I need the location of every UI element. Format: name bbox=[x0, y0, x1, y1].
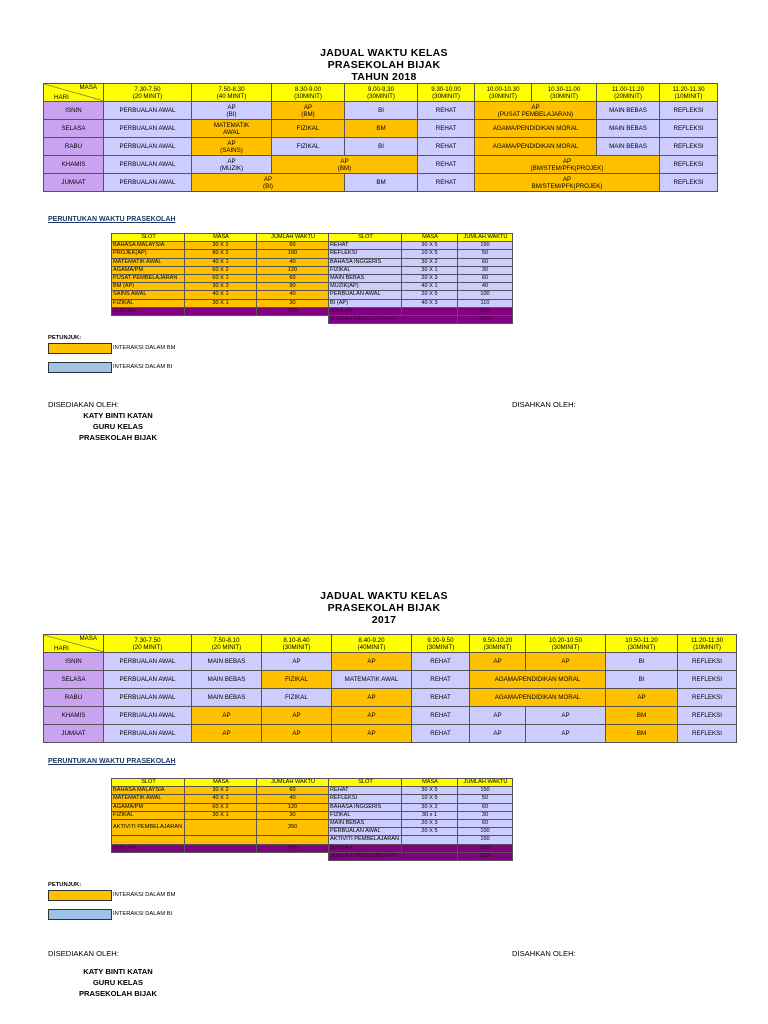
legend-bi-label: INTERAKSI DALAM BI bbox=[113, 364, 173, 370]
doc2-prepared-by: DISEDIAKAN OLEH: bbox=[48, 949, 119, 958]
slot-cell: AGAMA/PENDIDIKAN MORAL bbox=[470, 671, 606, 689]
doc1-legend-title: PETUNJUK: bbox=[48, 335, 82, 341]
slot-cell: BM bbox=[606, 707, 678, 725]
doc1-row-khamis bbox=[44, 156, 718, 174]
slot-cell: BI bbox=[606, 653, 678, 671]
doc2-signatory bbox=[48, 966, 188, 999]
day-label: JUMAAT bbox=[44, 725, 104, 743]
legend-bm-swatch bbox=[48, 343, 112, 354]
slot-cell: REFLEKSI bbox=[678, 689, 737, 707]
signatory-school: PRASEKOLAH BIJAK bbox=[78, 433, 158, 442]
legend-bi-label: INTERAKSI DALAM BI bbox=[113, 911, 173, 917]
slot-cell: AP (BM/STEM/PFK(PROJEK) bbox=[475, 156, 660, 174]
alloc-row: BAHASA MALAYSIA 30 X 2 60 REHAT 30 X 5 150 bbox=[112, 787, 513, 795]
signatory-role: GURU KELAS bbox=[92, 422, 144, 431]
signatory-name: KATY BINTI KATAN bbox=[83, 967, 153, 976]
alloc-row: FIZIKAL 30 X 1 30 BI (AP) 40 X 3 110 bbox=[112, 299, 513, 307]
doc2-alloc-title: PERUNTUKAN WAKTU PRASEKOLAH bbox=[48, 758, 176, 765]
time-header: 11.00-11.20 (20MINIT) bbox=[597, 84, 660, 102]
slot-cell: AP BM/STEM/PFK(PROJEK) bbox=[475, 174, 660, 192]
alloc-row: PUSAT PEMBELAJARAN 60 X 1 60 MAIN BEBAS 20 X 3 60 bbox=[112, 274, 513, 282]
alloc-header: SLOT bbox=[329, 779, 402, 787]
day-label: RABU bbox=[44, 689, 104, 707]
slot-cell: AP bbox=[262, 653, 332, 671]
slot-cell: REHAT bbox=[412, 689, 470, 707]
alloc-row: FIZIKAL 30 X 1 30 FIZIKAL 30 x 1 30 bbox=[112, 811, 513, 819]
alloc-row: MATEMATIK AWAL 40 X 1 40 REFLEKSI 10 X 5 50 bbox=[112, 795, 513, 803]
slot-cell: MAIN BEBAS bbox=[597, 138, 660, 156]
day-label: JUMAAT bbox=[44, 174, 104, 192]
alloc-header: JUMLAH WAKTU bbox=[257, 234, 329, 242]
slot-cell: AP bbox=[470, 653, 526, 671]
time-header: 7.30-7.50 (20 MINIT) bbox=[104, 84, 192, 102]
alloc-total-row: JUMLAH 600 JUMLAH 600 bbox=[112, 844, 513, 852]
slot-cell: REFLEKSI bbox=[660, 174, 718, 192]
slot-cell: REHAT bbox=[418, 120, 475, 138]
slot-cell: REHAT bbox=[418, 138, 475, 156]
alloc-row: PERBUALAN AWAL 20 X 5 100 bbox=[112, 828, 513, 836]
doc1-header-row bbox=[44, 84, 718, 102]
time-header: 10.00-10.30 (30MINIT) bbox=[475, 84, 532, 102]
alloc-row: MATEMATIK AWAL 40 X 1 40 BAHASA INGGERIS 30 X 2 60 bbox=[112, 258, 513, 266]
signatory-name: KATY BINTI KATAN bbox=[83, 411, 153, 420]
doc1-alloc-title: PERUNTUKAN WAKTU PRASEKOLAH bbox=[48, 216, 176, 223]
legend-bm-label: INTERAKSI DALAM BM bbox=[113, 892, 176, 898]
signatory-role: GURU KELAS bbox=[92, 978, 144, 987]
slot-cell: REHAT bbox=[412, 707, 470, 725]
corner-masa: MASA bbox=[79, 84, 97, 91]
slot-cell: AP bbox=[526, 707, 606, 725]
slot-cell: BI bbox=[345, 138, 418, 156]
slot-cell: AGAMA/PENDIDIKAN MORAL bbox=[475, 138, 597, 156]
time-header: 9.00-9.30 (30MINIT) bbox=[345, 84, 418, 102]
slot-cell: MATEMATIK AWAL bbox=[192, 120, 272, 138]
alloc-header: MASA bbox=[402, 779, 458, 787]
alloc-header-row bbox=[112, 234, 513, 242]
slot-cell: PERBUALAN AWAL bbox=[104, 156, 192, 174]
doc2-alloc-table: SLOT MASA JUMLAH WAKTU SLOT MASA JUMLAH WAKTU BAHASA MALAYSIA 30 X 2 60 REHAT 30 X 5 150 MATEMATIK AWAL 40 X 1 40 REFLEKSI 10 X 5 50 AGAMA/PM 60 X 2 120 BAHASA INGGERIS 30 X 2 60 FIZIKAL 30 X 1 30 FIZIKAL 30 x 1 30 AKTIVITI PEMBELAJARAN 350 MAIN BEBAS 20 X 3 60 PERBUALAN AWAL 20 X 5 100 AKTIVITI PEMBELAJARAN 150 JUMLAH 600 JUMLAH 600 JUMLAH KESELURUHAN 1200 bbox=[111, 778, 513, 861]
alloc-header: JUMLAH WAKTU bbox=[257, 779, 329, 787]
slot-cell: AP bbox=[526, 725, 606, 743]
doc2-title-line1: JADUAL WAKTU KELAS bbox=[320, 590, 448, 602]
legend-bm-label: INTERAKSI DALAM BM bbox=[113, 345, 176, 351]
doc2-row-khamis bbox=[44, 707, 737, 725]
slot-cell: AP (MUZIK) bbox=[192, 156, 272, 174]
doc2-title-line3: 2017 bbox=[371, 614, 397, 626]
slot-cell: AP (BI) bbox=[192, 174, 345, 192]
slot-cell: AP (BI) bbox=[192, 102, 272, 120]
day-label: SELASA bbox=[44, 671, 104, 689]
time-header: 7.50-8.30 (40 MINIT) bbox=[192, 84, 272, 102]
slot-cell: REFLEKSI bbox=[678, 725, 737, 743]
corner-masa: MASA bbox=[79, 635, 97, 642]
doc2-row-rabu bbox=[44, 689, 737, 707]
slot-cell: MAIN BEBAS bbox=[192, 689, 262, 707]
alloc-grand-row: JUMLAH KESELURUHAN 1200 bbox=[112, 852, 513, 860]
alloc-header: MASA bbox=[185, 234, 257, 242]
day-label: KHAMIS bbox=[44, 156, 104, 174]
slot-cell: MAIN BEBAS bbox=[192, 653, 262, 671]
time-header: 9.50-10.20 (30MINIT) bbox=[470, 635, 526, 653]
time-header: 11.20-11.30 (10MINIT) bbox=[678, 635, 737, 653]
slot-cell: AP bbox=[192, 707, 262, 725]
slot-cell: PERBUALAN AWAL bbox=[104, 102, 192, 120]
doc1-row-jumaat bbox=[44, 174, 718, 192]
slot-cell: AP (SAINS) bbox=[192, 138, 272, 156]
doc1-row-rabu bbox=[44, 138, 718, 156]
slot-cell: AP bbox=[262, 707, 332, 725]
slot-cell: REFLEKSI bbox=[660, 120, 718, 138]
doc1-row-isnin bbox=[44, 102, 718, 120]
alloc-header: MASA bbox=[402, 234, 458, 242]
alloc-header: JUMLAH WAKTU bbox=[458, 234, 513, 242]
slot-cell: MAIN BEBAS bbox=[597, 120, 660, 138]
time-header: 11.20-11.30 (10MINIT) bbox=[660, 84, 718, 102]
legend-bi-swatch bbox=[48, 362, 112, 373]
legend-bi-swatch bbox=[48, 909, 112, 920]
slot-cell: BM bbox=[345, 174, 418, 192]
doc2-header-row bbox=[44, 635, 737, 653]
alloc-row: AGAMA/PM 60 X 2 120 FIZIKAL 30 X 1 30 bbox=[112, 266, 513, 274]
slot-cell: REFLEKSI bbox=[678, 653, 737, 671]
slot-cell: PERBUALAN AWAL bbox=[104, 120, 192, 138]
slot-cell: BI bbox=[345, 102, 418, 120]
corner-cell bbox=[44, 635, 104, 653]
slot-cell: MAIN BEBAS bbox=[597, 102, 660, 120]
slot-cell: REHAT bbox=[412, 671, 470, 689]
doc2-title-line2: PRASEKOLAH BIJAK bbox=[327, 602, 441, 614]
doc1-title bbox=[0, 47, 768, 83]
time-header: 7.50-8.10 (20 MINIT) bbox=[192, 635, 262, 653]
slot-cell: AP bbox=[332, 653, 412, 671]
time-header: 9.20-9.50 (30MINIT) bbox=[412, 635, 470, 653]
alloc-header: SLOT bbox=[112, 779, 185, 787]
time-header: 7.30-7.50 (20 MINIT) bbox=[104, 635, 192, 653]
slot-cell: PERBUALAN AWAL bbox=[104, 174, 192, 192]
alloc-header: SLOT bbox=[329, 234, 402, 242]
slot-cell: AP bbox=[332, 725, 412, 743]
doc2-legend-title: PETUNJUK: bbox=[48, 882, 82, 888]
slot-cell: FIZIKAL bbox=[272, 120, 345, 138]
slot-cell: REHAT bbox=[418, 102, 475, 120]
legend-bm-swatch bbox=[48, 890, 112, 901]
slot-cell: REFLEKSI bbox=[678, 707, 737, 725]
slot-cell: REFLEKSI bbox=[660, 156, 718, 174]
doc1-approved-by: DISAHKAN OLEH: bbox=[512, 400, 576, 409]
slot-cell: REHAT bbox=[412, 653, 470, 671]
day-label: ISNIN bbox=[44, 102, 104, 120]
time-header: 8.40-9.20 (40MINIT) bbox=[332, 635, 412, 653]
time-header: 8.10-8.40 (30MINIT) bbox=[262, 635, 332, 653]
slot-cell: AP bbox=[470, 707, 526, 725]
corner-hari: HARI bbox=[54, 94, 69, 101]
slot-cell: FIZIKAL bbox=[272, 138, 345, 156]
slot-cell: PERBUALAN AWAL bbox=[104, 671, 192, 689]
doc1-title-line3: TAHUN 2018 bbox=[351, 71, 417, 83]
slot-cell: PERBUALAN AWAL bbox=[104, 707, 192, 725]
alloc-total-row: JUMLAH 600 JUMLAH 600 bbox=[112, 307, 513, 315]
doc1-row-selasa bbox=[44, 120, 718, 138]
doc1-title-line1: JADUAL WAKTU KELAS bbox=[320, 47, 448, 59]
time-header: 10.50-11.20 (30MINIT) bbox=[606, 635, 678, 653]
alloc-row: SAINS AWAL 40 X 1 40 PERBUALAN AWAL 20 X 5 100 bbox=[112, 291, 513, 299]
time-header: 9.30-10.00 (30MINIT) bbox=[418, 84, 475, 102]
slot-cell: AP bbox=[470, 725, 526, 743]
alloc-row: AKTIVITI PEMBELAJARAN 350 MAIN BEBAS 20 X 3 60 bbox=[112, 819, 513, 827]
slot-cell: PERBUALAN AWAL bbox=[104, 653, 192, 671]
alloc-row: BM (AP) 30 X 3 90 MUZIK(AP) 40 X 1 40 bbox=[112, 283, 513, 291]
slot-cell: REHAT bbox=[412, 725, 470, 743]
alloc-header: SLOT bbox=[112, 234, 185, 242]
slot-cell: AGAMA/PENDIDIKAN MORAL bbox=[475, 120, 597, 138]
alloc-header: MASA bbox=[185, 779, 257, 787]
slot-cell: REHAT bbox=[418, 156, 475, 174]
prepared-label: DISEDIAKAN OLEH: bbox=[48, 400, 119, 409]
slot-cell: PERBUALAN AWAL bbox=[104, 725, 192, 743]
slot-cell: AP bbox=[526, 653, 606, 671]
day-label: ISNIN bbox=[44, 653, 104, 671]
slot-cell: AP (BM) bbox=[272, 102, 345, 120]
slot-cell: AP bbox=[332, 707, 412, 725]
signatory-school: PRASEKOLAH BIJAK bbox=[78, 989, 158, 998]
day-label: RABU bbox=[44, 138, 104, 156]
doc1-signatory bbox=[48, 410, 188, 443]
doc2-row-jumaat bbox=[44, 725, 737, 743]
alloc-header-row bbox=[112, 779, 513, 787]
slot-cell: REFLEKSI bbox=[678, 671, 737, 689]
doc1-title-line2: PRASEKOLAH BIJAK bbox=[327, 59, 441, 71]
slot-cell: REHAT bbox=[418, 174, 475, 192]
alloc-row: PROJEK(AP) 80 X 2 160 REFLEKSI 10 X 5 50 bbox=[112, 250, 513, 258]
doc2-row-selasa bbox=[44, 671, 737, 689]
alloc-row: BAHASA MALAYSIA 30 X 2 60 REHAT 30 X 5 150 bbox=[112, 242, 513, 250]
alloc-header: JUMLAH WAKTU bbox=[458, 779, 513, 787]
doc2-approved-by: DISAHKAN OLEH: bbox=[512, 949, 576, 958]
slot-cell: AP bbox=[606, 689, 678, 707]
slot-cell: REFLEKSI bbox=[660, 102, 718, 120]
slot-cell: AP (BM) bbox=[272, 156, 418, 174]
alloc-grand-row: JUMLAH KESELURUHAN 1200 bbox=[112, 315, 513, 323]
time-header: 10.20-10.50 (30MINIT) bbox=[526, 635, 606, 653]
slot-cell: PERBUALAN AWAL bbox=[104, 138, 192, 156]
doc2-timetable bbox=[43, 634, 737, 743]
time-header: 10.30-11.00 (30MINIT) bbox=[532, 84, 597, 102]
slot-cell: AP bbox=[332, 689, 412, 707]
slot-cell: MAIN BEBAS bbox=[192, 671, 262, 689]
slot-cell: MATEMATIK AWAL bbox=[332, 671, 412, 689]
day-label: KHAMIS bbox=[44, 707, 104, 725]
slot-cell: FIZIKAL bbox=[262, 671, 332, 689]
time-header: 8.30-9.00 (30MINIT) bbox=[272, 84, 345, 102]
slot-cell: REFLEKSI bbox=[660, 138, 718, 156]
doc2-title bbox=[0, 590, 768, 626]
doc1-timetable bbox=[43, 83, 718, 192]
slot-cell: FIZIKAL bbox=[262, 689, 332, 707]
slot-cell: AP (PUSAT PEMBELAJARAN) bbox=[475, 102, 597, 120]
slot-cell: AGAMA/PENDIDIKAN MORAL bbox=[470, 689, 606, 707]
alloc-row: AGAMA/PM 60 X 2 120 BAHASA INGGERIS 30 X 2 60 bbox=[112, 803, 513, 811]
slot-cell: BM bbox=[345, 120, 418, 138]
slot-cell: AP bbox=[192, 725, 262, 743]
slot-cell: BM bbox=[606, 725, 678, 743]
doc2-row-isnin bbox=[44, 653, 737, 671]
day-label: SELASA bbox=[44, 120, 104, 138]
slot-cell: AP bbox=[262, 725, 332, 743]
corner-cell bbox=[44, 84, 104, 102]
doc1-prepared-by bbox=[48, 399, 119, 410]
slot-cell: BI bbox=[606, 671, 678, 689]
doc1-alloc-table bbox=[111, 233, 513, 324]
slot-cell: PERBUALAN AWAL bbox=[104, 689, 192, 707]
corner-hari: HARI bbox=[54, 645, 69, 652]
